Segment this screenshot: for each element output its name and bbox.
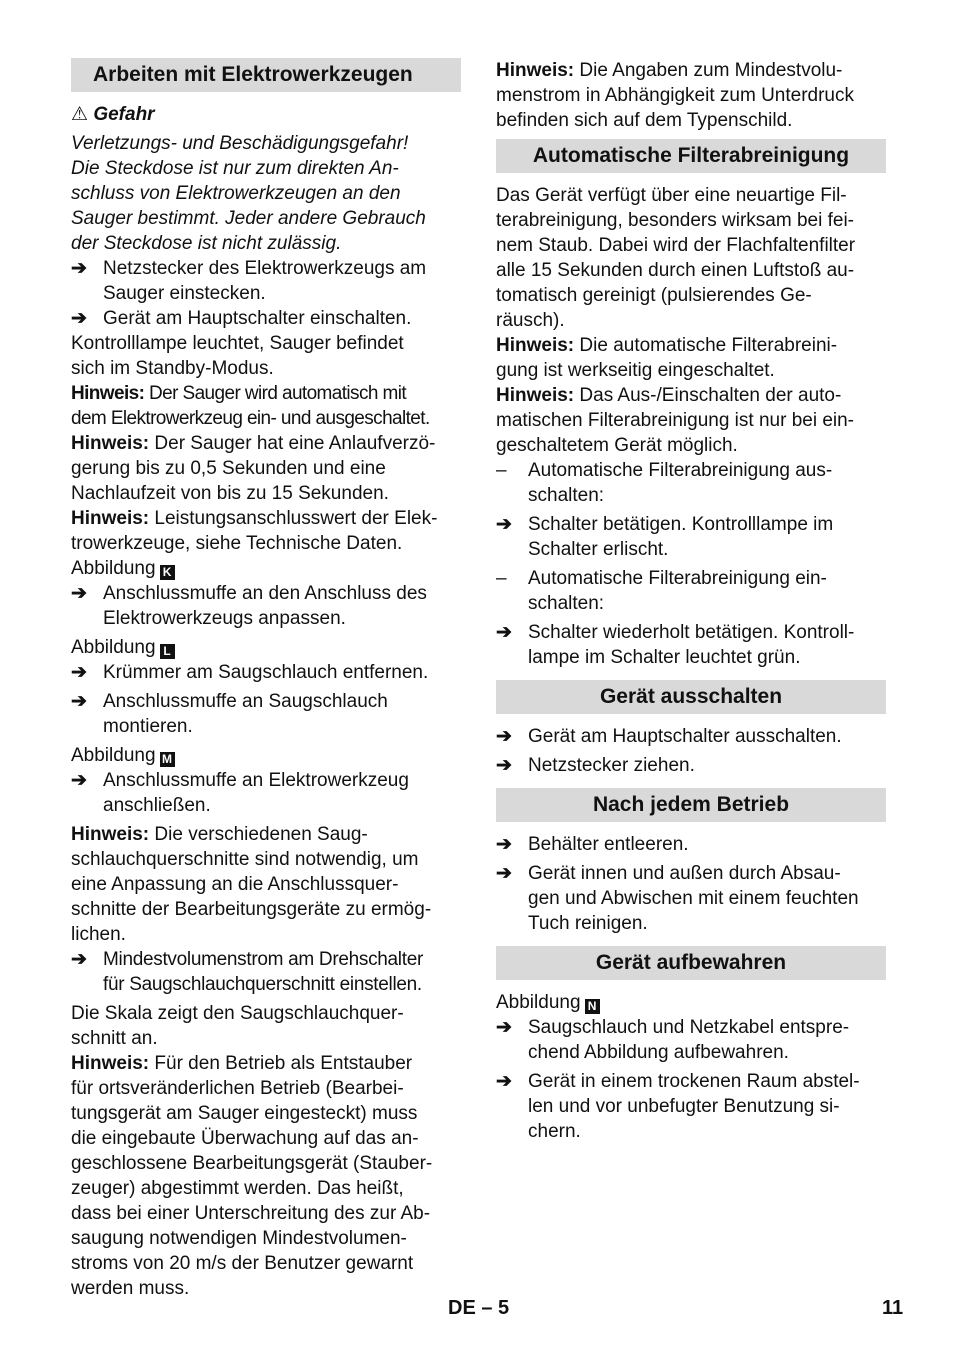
step-text: Netzstecker ziehen. [528,755,695,776]
note-label: Hinweis: [496,335,575,356]
arrow-right-icon: ➔ [71,583,87,604]
step-switch-on [71,306,461,331]
note-text: Die automatische Filterabreini- gung ist werkseitig eingeschaltet. [496,335,838,381]
step-plug-in-tool [71,256,461,306]
note-label: Hinweis: [71,1053,150,1074]
step-text: Gerät innen und außen durch Absau- gen und Abwischen mit einem feuchten Tuch reinigen. [528,863,859,934]
note-label: Hinweis: [71,433,150,454]
step-press-again [496,620,886,670]
step-unplug [496,753,886,778]
step-text: Netzstecker des Elektrowerkzeugs am Sauger einstecken. [103,258,427,304]
page-label: DE – 5 [448,1297,510,1319]
note-label: Hinweis: [496,385,575,406]
note-cross-sections [71,822,461,947]
step-text: Anschlussmuffe an den Anschluss des Elektrowerkzeugs anpassen. [103,583,427,629]
arrow-right-icon: ➔ [71,258,87,279]
figure-ref-m [71,743,461,768]
figure-label: Abbildung [71,558,156,579]
step-set-min-flow [71,947,461,997]
danger-label: Gefahr [93,104,155,125]
step-clean-device [496,861,886,936]
arrow-right-icon: ➔ [71,308,87,329]
figure-letter-badge: N [585,999,600,1014]
dash-item-switch-off-cleaning [496,458,886,508]
step-adapt-sleeve [71,581,461,631]
step-text: Saugschlauch und Netzkabel entspre- chend Abbildung aufbewahren. [528,1017,850,1063]
step-text: Automatische Filterabreinigung aus- schalten: [528,460,833,506]
step-text: Anschlussmuffe an Saugschlauch montieren. [103,691,388,737]
step-mount-sleeve [71,689,461,739]
step-text: Gerät in einem trockenen Raum abstel- len und vor unbefugter Benutzung si- chern. [528,1071,860,1142]
section-heading-after-use: Nach jedem Betrieb [496,788,886,822]
arrow-right-icon: ➔ [71,691,87,712]
step-text: Behälter entleeren. [528,834,689,855]
arrow-right-icon: ➔ [496,1071,512,1092]
note-text: Leistungsanschlusswert der Elek- trowerkzeuge, siehe Technische Daten. [71,508,438,554]
note-toggle-condition [496,383,886,458]
dash-bullet-icon: – [496,568,507,589]
step-text: Anschlussmuffe an Elektrowerkzeug anschließen. [103,770,409,816]
figure-letter-badge: K [160,565,175,580]
step-press-switch [496,512,886,562]
figure-label: Abbildung [496,992,581,1013]
filter-cleaning-text: Das Gerät verfügt über eine neuartige Fil- terabreinigung, besonders wirksam bei fei- nem Staub. Dabei wird der Flachfaltenfilter alle 15 Sekunden durch einen Luftstoß au- tomatisch gereinigt (pulsierendes Ge- räusch). [496,185,856,331]
step-store-hose [496,1015,886,1065]
figure-ref-k [71,556,461,581]
figure-ref-n [496,990,886,1015]
arrow-right-icon: ➔ [496,834,512,855]
note-text: Das Aus-/Einschalten der auto- matischen Filterabreinigung ist nur bei ein- geschaltetem Gerät möglich. [496,385,855,456]
danger-text: Verletzungs- und Beschädigungsgefahr! Die Steckdose ist nur zum direkten An- schluss von Elektrowerkzeugen an den Sauger bestimmt. Jeder andere Gebrauch der Steckdose ist nicht zulässig. [71,133,426,254]
step-main-switch-off [496,724,886,749]
note-label: Hinweis: [71,824,150,845]
section-heading-switch-off: Gerät ausschalten [496,680,886,714]
note-text: Der Sauger hat eine Anlaufverzö- gerung bis zu 0,5 Sekunden und eine Nachlaufzeit von bis zu 15 Sekunden. [71,433,436,504]
arrow-right-icon: ➔ [496,514,512,535]
page-number: 11 [882,1297,904,1319]
dash-item-switch-on-cleaning [496,566,886,616]
arrow-right-icon: ➔ [496,863,512,884]
standby-text: Kontrolllampe leuchtet, Sauger befindet sich im Standby-Modus. [71,333,404,379]
step-store-dry [496,1069,886,1144]
figure-label: Abbildung [71,745,156,766]
right-column [496,58,886,1144]
figure-label: Abbildung [71,637,156,658]
arrow-right-icon: ➔ [496,622,512,643]
note-power-rating [71,506,461,556]
left-column [71,58,461,1301]
step-text: Gerät am Hauptschalter ausschalten. [528,726,842,747]
arrow-right-icon: ➔ [496,755,512,776]
step-text: Krümmer am Saugschlauch entfernen. [103,662,429,683]
step-text: Schalter betätigen. Kontrolllampe im Schalter erlischt. [528,514,834,560]
note-extractor [71,1051,461,1301]
danger-header [71,102,461,127]
step-connect-tool [71,768,461,818]
arrow-right-icon: ➔ [71,662,87,683]
scale-text: Die Skala zeigt den Saugschlauchquer- schnitt an. [71,1003,404,1049]
note-factory-default [496,333,886,383]
note-delay [71,431,461,506]
section-heading-storage: Gerät aufbewahren [496,946,886,980]
section-heading-power-tools: Arbeiten mit Elektrowerkzeugen [71,58,461,92]
arrow-right-icon: ➔ [496,726,512,747]
step-text: Schalter wiederholt betätigen. Kontroll- lampe im Schalter leuchtet grün. [528,622,855,668]
figure-letter-badge: L [160,644,175,659]
note-text: Die Angaben zum Mindestvolu- menstrom in Abhängigkeit zum Unterdruck befinden sich auf dem Typenschild. [496,60,854,131]
step-text: Gerät am Hauptschalter einschalten. [103,308,412,329]
note-text: Die verschiedenen Saug- schlauchquerschnitte sind notwendig, um eine Anpassung an die Anschlussquer- schnitte der Bearbeitungsgeräte zu ermög- lichen. [71,824,432,945]
note-text: Für den Betrieb als Entstauber für ortsveränderlichen Betrieb (Bearbei- tungsgerät am Sauger eingesteckt) muss die eingebaute Überwachung auf das an- geschlossene Bearbeitungsgerät (Stauber- zeuger) abgestimmt werden. Das heißt, dass bei einer Unterschreitung des zur Ab- saugung notwendigen Mindestvolumen- stroms von 20 m/s der Benutzer gewarnt werden muss. [71,1053,433,1299]
step-remove-elbow [71,660,461,685]
step-text: Automatische Filterabreinigung ein- schalten: [528,568,827,614]
warning-triangle-icon: ⚠ [71,104,89,125]
section-heading-filter-cleaning: Automatische Filterabreinigung [496,139,886,173]
figure-letter-badge: M [160,752,175,767]
arrow-right-icon: ➔ [496,1017,512,1038]
dash-bullet-icon: – [496,460,507,481]
note-label: Hinweis: [496,60,575,81]
step-text: Mindestvolumenstrom am Drehschalter für Saugschlauchquerschnitt einstellen. [103,949,424,995]
step-empty-container [496,832,886,857]
figure-ref-l [71,635,461,660]
arrow-right-icon: ➔ [71,949,87,970]
note-min-flow [496,58,886,133]
note-auto-switch [71,381,461,431]
note-text: Der Sauger wird automatisch mit dem Elektrowerkzeug ein- und ausgeschaltet. [71,383,430,429]
arrow-right-icon: ➔ [71,770,87,791]
note-label: Hinweis: [71,383,145,404]
note-label: Hinweis: [71,508,150,529]
